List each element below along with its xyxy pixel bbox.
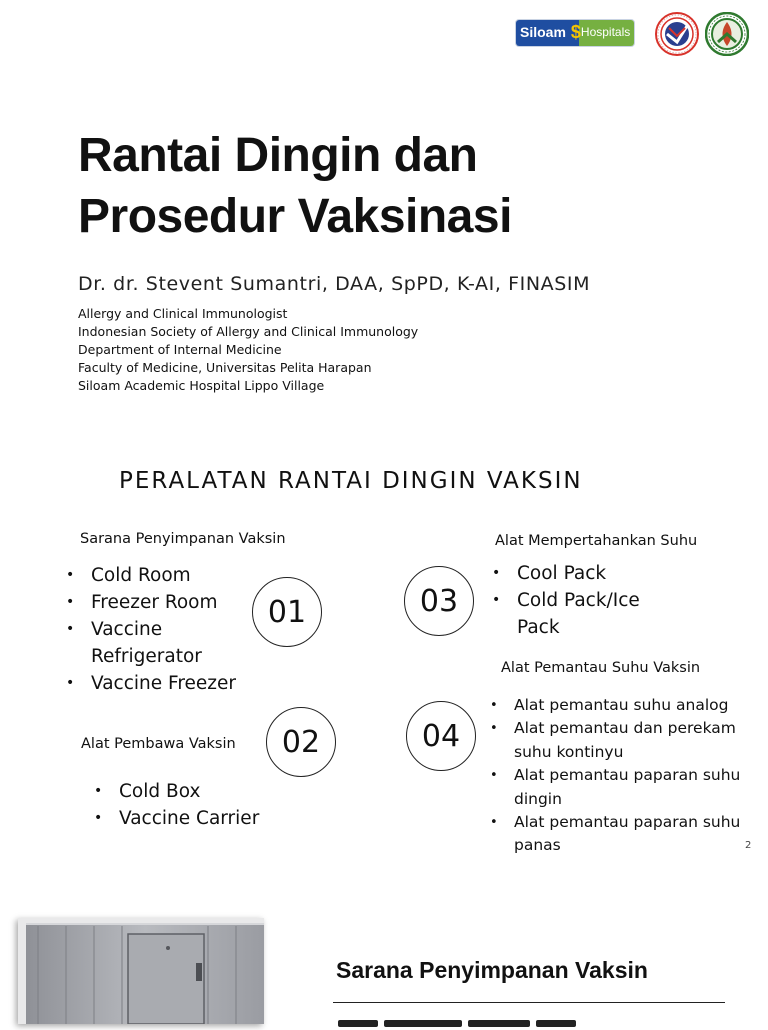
list-item: • Alat pemantau suhu analog — [514, 694, 749, 717]
temperature-monitoring-items-list — [514, 694, 752, 858]
affiliation-4: Faculty of Medicine, Universitas Pelita Harapan — [78, 360, 372, 375]
number-badge-04: 04 — [406, 701, 476, 771]
logo-text-hospitals: Hospitals — [579, 20, 634, 46]
siloam-hospitals-logo — [516, 20, 634, 46]
number-badge-03: 03 — [404, 566, 474, 636]
author-name: Dr. dr. Stevent Sumantri, DAA, SpPD, K-AI, FINASIM — [78, 273, 591, 295]
slide-page-number: 2 — [745, 840, 752, 851]
list-item: • Alat pemantau paparan suhu panas — [514, 811, 749, 858]
page-title-line-1: Rantai Dingin dan — [78, 129, 478, 182]
list-item: • Alat pemantau dan perekam suhu kontinyu — [514, 717, 749, 764]
siloam-mark-icon: $ — [569, 20, 579, 46]
storage-items-list — [91, 562, 251, 697]
list-item: • Freezer Room — [91, 589, 251, 616]
affiliation-5: Siloam Academic Hospital Lippo Village — [78, 378, 325, 393]
list-item: • Cold Box — [119, 778, 319, 805]
section-heading: PERALATAN RANTAI DINGIN VAKSIN — [119, 468, 583, 494]
category-label-temperature-monitoring: Alat Pemantau Suhu Vaksin — [501, 660, 701, 676]
seal-logo-icon — [655, 12, 699, 56]
affiliation-3: Department of Internal Medicine — [78, 342, 282, 357]
list-item: • Vaccine Freezer — [91, 670, 251, 697]
university-emblem-icon — [705, 12, 749, 56]
next-slide-title: Sarana Penyimpanan Vaksin — [336, 957, 648, 983]
list-item: • Alat pemantau paparan suhu dingin — [514, 764, 749, 811]
cold-room-image — [18, 918, 264, 1024]
title-divider — [333, 1002, 725, 1003]
list-item: • Cold Room — [91, 562, 251, 589]
category-label-storage: Sarana Penyimpanan Vaksin — [80, 531, 286, 547]
affiliation-1: Allergy and Clinical Immunologist — [78, 306, 288, 321]
temperature-keeping-items-list — [517, 560, 662, 641]
category-label-carrier: Alat Pembawa Vaksin — [81, 736, 236, 752]
number-badge-02: 02 — [266, 707, 336, 777]
list-item: • Cool Pack — [517, 560, 662, 587]
number-badge-01: 01 — [252, 577, 322, 647]
list-item: • Vaccine Refrigerator — [91, 616, 251, 670]
list-item: • Cold Pack/Ice Pack — [517, 587, 662, 641]
next-slide-cut-off-text — [338, 1016, 668, 1030]
carrier-items-list — [119, 778, 319, 832]
list-item: • Vaccine Carrier — [119, 805, 319, 832]
logo-text-siloam: Siloam — [516, 20, 569, 46]
affiliation-2: Indonesian Society of Allergy and Clinical Immunology — [78, 324, 419, 339]
category-label-temperature-keeping: Alat Mempertahankan Suhu — [495, 533, 698, 549]
page-title-line-2: Prosedur Vaksinasi — [78, 190, 512, 243]
